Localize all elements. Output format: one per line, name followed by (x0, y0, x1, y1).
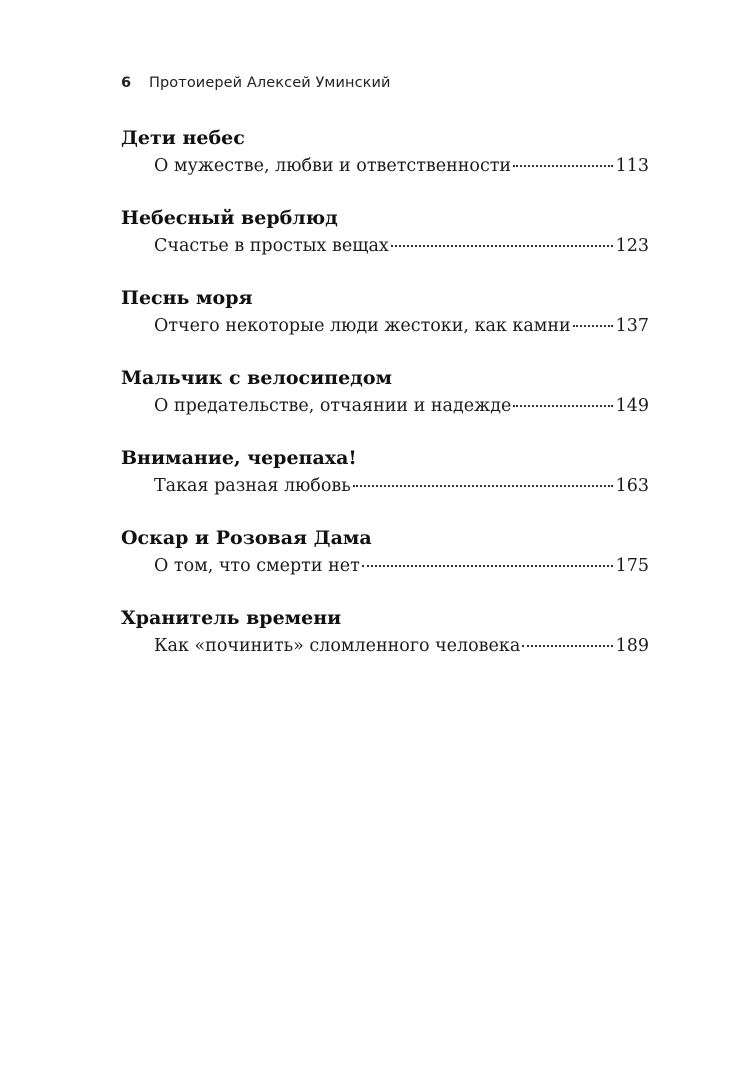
section-title: Песнь моря (121, 287, 253, 309)
page-number: 6 (121, 75, 132, 91)
toc-section (121, 364, 649, 444)
entry-page-number: 189 (615, 636, 649, 656)
dot-leader (391, 245, 613, 247)
dot-leader (362, 565, 613, 567)
entry-page-number: 113 (615, 156, 649, 176)
entry-subtitle: Такая разная любовь (154, 476, 351, 496)
running-header (121, 75, 391, 91)
entry-subtitle: Счастье в простых вещах (154, 236, 389, 256)
section-title: Небесный верблюд (121, 207, 338, 229)
section-title: Дети небес (121, 127, 245, 149)
toc-section (121, 604, 649, 684)
toc-section (121, 524, 649, 604)
entry-subtitle: О мужестве, любви и ответственности (154, 156, 512, 176)
section-title: Хранитель времени (121, 607, 342, 629)
toc-entry[interactable] (121, 472, 649, 500)
author-name: Протоиерей Алексей Уминский (149, 75, 391, 91)
dot-leader (522, 645, 612, 647)
dot-leader (513, 165, 613, 167)
toc-section (121, 284, 649, 364)
entry-page-number: 149 (615, 396, 649, 416)
toc-entry[interactable] (121, 312, 649, 340)
toc-entry[interactable] (121, 232, 649, 260)
dot-leader (353, 485, 613, 487)
entry-page-number: 137 (615, 316, 649, 336)
entry-page-number: 163 (615, 476, 649, 496)
toc-entry[interactable] (121, 392, 649, 420)
toc-entry[interactable] (121, 552, 649, 580)
entry-subtitle: Отчего некоторые люди жестоки, как камни (154, 316, 571, 336)
entry-page-number: 175 (615, 556, 649, 576)
entry-subtitle: О предательстве, отчаянии и надежде (154, 396, 512, 416)
entry-subtitle: Как «починить» сломленного человека (154, 636, 521, 656)
section-title: Оскар и Розовая Дама (121, 527, 372, 549)
toc-section (121, 124, 649, 204)
toc-section (121, 204, 649, 284)
dot-leader (573, 325, 613, 327)
table-of-contents (121, 124, 649, 684)
section-title: Мальчик с велосипедом (121, 367, 393, 389)
entry-subtitle: О том, что смерти нет (154, 556, 360, 576)
entry-page-number: 123 (615, 236, 649, 256)
section-title: Внимание, черепаха! (121, 447, 357, 469)
toc-entry[interactable] (121, 632, 649, 660)
toc-section (121, 444, 649, 524)
toc-entry[interactable] (121, 152, 649, 180)
dot-leader (513, 405, 612, 407)
